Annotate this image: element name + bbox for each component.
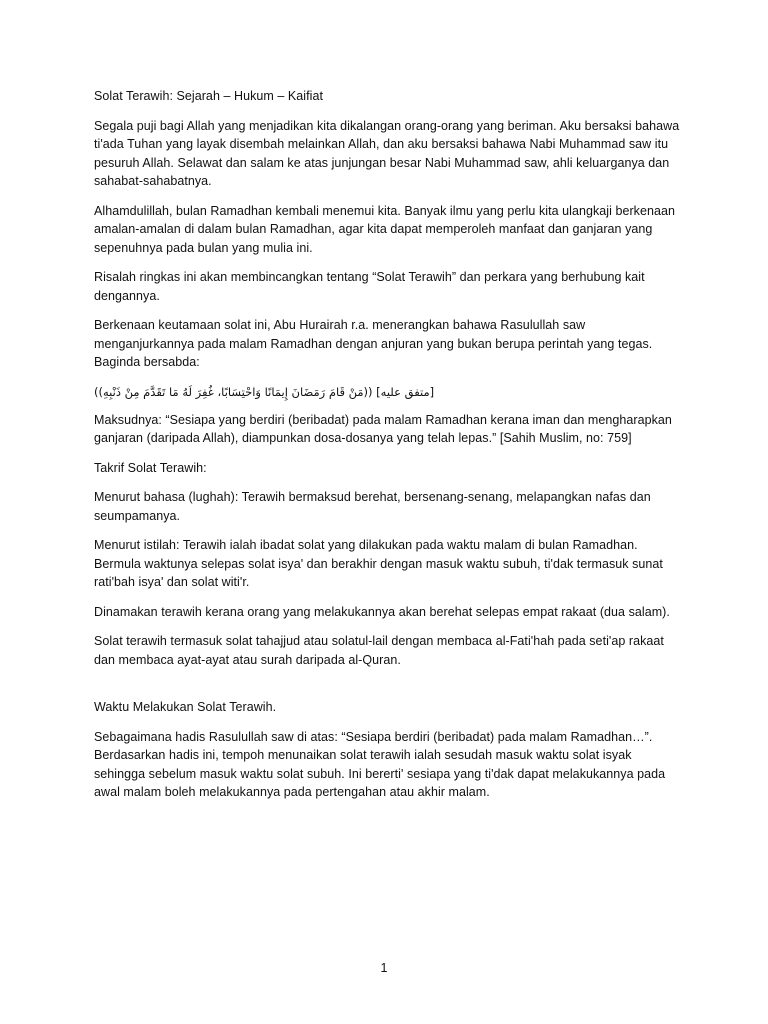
document-body xyxy=(94,87,684,813)
paragraph-ramadhan: Alhamdulillah, bulan Ramadhan kembali menemui kita. Banyak ilmu yang perlu kita ulangkaji berkenaan amalan-amalan di dalam bulan Ramadhan, agar kita dapat memperoleh manfaat dan ganjaran yang sepenuhnya pada bulan yang mulia ini. xyxy=(94,203,675,255)
paragraph-dinamakan: Dinamakan terawih kerana orang yang melakukannya akan berehat selepas empat rakaat (dua salam). xyxy=(94,604,670,619)
document-title: Solat Terawih: Sejarah – Hukum – Kaifiat xyxy=(94,89,323,103)
paragraph-keutamaan: Berkenaan keutamaan solat ini, Abu Hurairah r.a. menerangkan bahawa Rasulullah saw menganjurkannya pada malam Ramadhan dengan anjuran yang bukan berupa perintah yang tegas. Baginda bersabda: xyxy=(94,318,653,369)
paragraph-opening: Segala puji bagi Allah yang menjadikan kita dikalangan orang-orang yang beriman. Aku bersaksi bahawa ti'ada Tuhan yang layak disembah melainkan Allah, dan aku bersaksi bahawa Nabi Muhammad saw itu pesuruh Allah. Selawat dan salam ke atas junjungan besar Nabi Muhammad saw, ahli keluarganya dan sahabat-sahabatnya. xyxy=(94,118,680,188)
heading-takrif: Takrif Solat Terawih: xyxy=(94,460,207,475)
paragraph-risalah: Risalah ringkas ini akan membincangkan tentang “Solat Terawih” dan perkara yang berhubung kait dengannya. xyxy=(94,270,645,303)
page-number: 1 xyxy=(380,961,388,975)
paragraph-istilah: Menurut istilah: Terawih ialah ibadat solat yang dilakukan pada waktu malam di bulan Ramadhan. Bermula waktunya selepas solat isya' dan berakhir dengan masuk waktu subuh, ti'dak termasuk sunat rati'bah isya' dan solat witi'r. xyxy=(94,538,663,589)
heading-waktu: Waktu Melakukan Solat Terawih. xyxy=(94,700,277,714)
paragraph-waktu: Sebagaimana hadis Rasulullah saw di atas: “Sesiapa berdiri (beribadat) pada malam Ramadhan…”. Berdasarkan hadis ini, tempoh menunaikan solat terawih ialah sesudah masuk waktu solat isyak sehingga sebelum masuk waktu solat subuh. Ini bererti' sesiapa yang ti'dak dapat melakukannya pada awal malam boleh melakukannya pada pertengahan atau akhir malam. xyxy=(94,729,666,799)
arabic-hadith: ((مَنْ قَامَ رَمَضَانَ إِيمَانًا وَاحْتِسَابًا، غُفِرَ لَهُ مَا تَقَدَّمَ مِنْ ذَنْبِهِ)) [متفق عليه] xyxy=(94,384,435,399)
paragraph-bahasa: Menurut bahasa (lughah): Terawih bermaksud berehat, bersenang-senang, melapangkan nafas dan seumpamanya. xyxy=(94,490,651,523)
paragraph-tahajjud: Solat terawih termasuk solat tahajjud atau solatul-lail dengan membaca al-Fati'hah pada seti'ap rakaat dan membaca ayat-ayat atau surah daripada al-Quran. xyxy=(94,634,664,667)
paragraph-maksudnya: Maksudnya: “Sesiapa yang berdiri (beribadat) pada malam Ramadhan kerana iman dan mengharapkan ganjaran (daripada Allah), diampunkan dosa-dosanya yang telah lepas.” [Sahih Muslim, no: 759] xyxy=(94,412,672,445)
